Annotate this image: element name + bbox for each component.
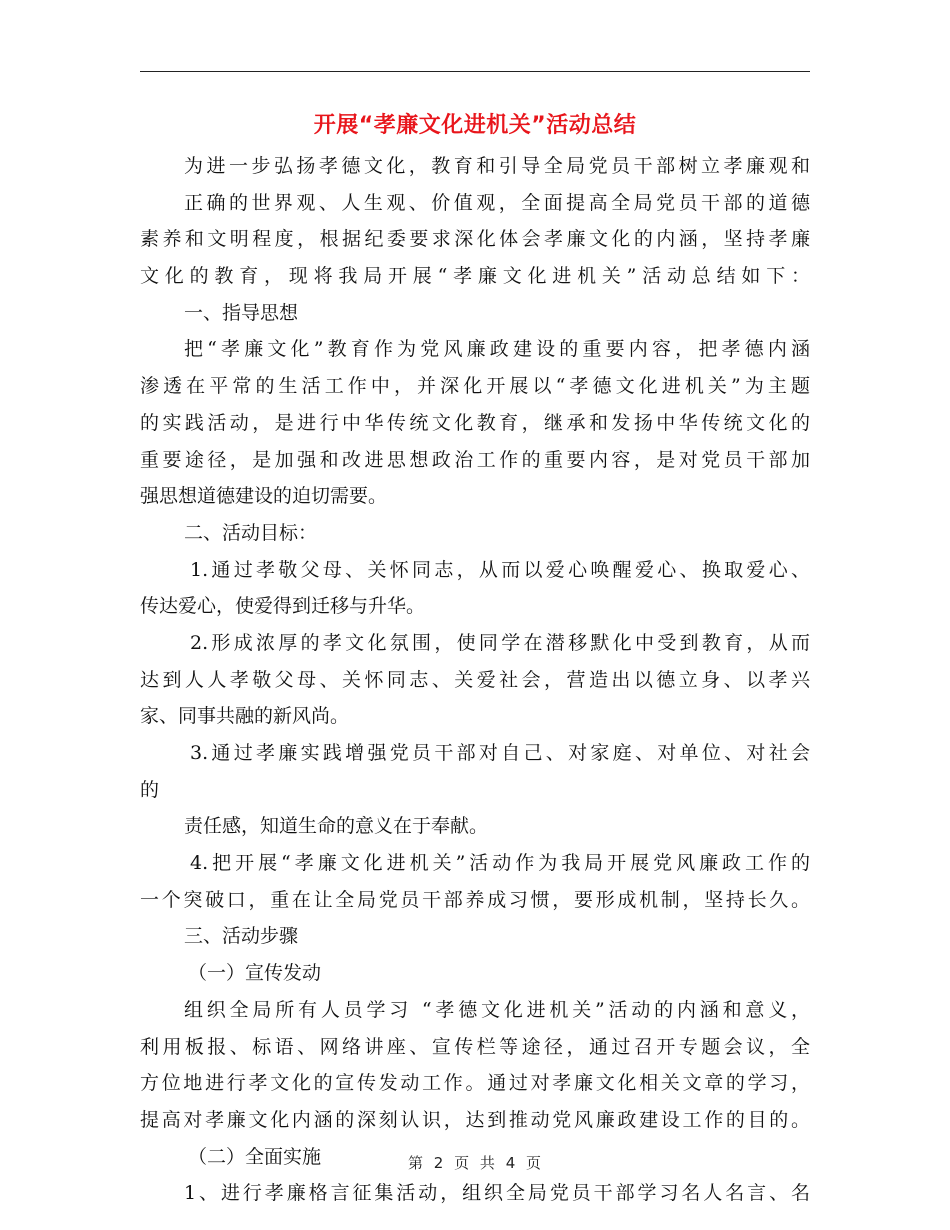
body-line: 1、进行孝廉格言征集活动，组织全局党员干部学习名人名言、名 — [184, 1182, 810, 1205]
body-line: 传达爱心，使爱得到迁移与升华。 — [140, 595, 426, 618]
body-line: 重要途径，是加强和改进思想政治工作的重要内容，是对党员干部加 — [140, 448, 810, 471]
subsection-heading: （一）宣传发动 — [188, 962, 322, 985]
document-title: 开展“孝廉文化进机关”活动总结 — [313, 113, 637, 138]
body-line: 组织全局所有人员学习 “孝德文化进机关”活动的内涵和意义， — [184, 998, 810, 1021]
document-body — [140, 148, 810, 1212]
footer-total-label: 共 — [479, 1154, 496, 1172]
body-line: 为进一步弘扬孝德文化，教育和引导全局党员干部树立孝廉观和 — [184, 155, 810, 177]
body-line: 的 — [140, 778, 160, 801]
body-line: 3.通过孝廉实践增强党员干部对自己、对家庭、对单位、对社会 — [190, 742, 810, 764]
body-line: 文化的教育，现将我局开展“孝廉文化进机关”活动总结如下： — [140, 265, 810, 288]
body-line: 正确的世界观、人生观、价值观，全面提高全局党员干部的道德 — [184, 191, 810, 214]
section-heading: 一、指导思想 — [184, 301, 299, 324]
header-rule — [140, 71, 810, 72]
subsection-heading: （二）全面实施 — [188, 1145, 322, 1168]
page-footer — [140, 1152, 810, 1173]
body-line: 利用板报、标语、网络讲座、宣传栏等途径，通过召开专题会议，全 — [140, 1035, 810, 1058]
body-line: 1.通过孝敬父母、关怀同志，从而以爱心唤醒爱心、换取爱心、 — [190, 558, 810, 581]
section-heading: 二、活动目标： — [184, 521, 318, 544]
body-line: 责任感，知道生命的意义在于奉献。 — [184, 815, 489, 838]
body-line: 素养和文明程度，根据纪委要求深化体会孝廉文化的内涵，坚持孝廉 — [140, 228, 810, 251]
body-line: 家、同事共融的新风尚。 — [140, 705, 350, 728]
footer-total-pages: 4 — [505, 1154, 517, 1172]
body-line: 2.形成浓厚的孝文化氛围，使同学在潜移默化中受到教育，从而 — [190, 631, 810, 654]
body-line: 一个突破口，重在让全局党员干部养成习惯，要形成机制，坚持长久。 — [140, 888, 810, 911]
footer-page-label: 第 — [407, 1154, 424, 1172]
body-line: 达到人人孝敬父母、关怀同志、关爱社会，营造出以德立身、以孝兴 — [140, 668, 810, 691]
footer-page-unit: 页 — [454, 1154, 471, 1172]
body-line: 的实践活动，是进行中华传统文化教育，继承和发扬中华传统文化的 — [140, 411, 810, 434]
body-line: 强思想道德建设的迫切需要。 — [140, 485, 388, 508]
body-line: 提高对孝廉文化内涵的深刻认识，达到推动党风廉政建设工作的目的。 — [140, 1108, 810, 1131]
footer-total-unit: 页 — [526, 1154, 543, 1172]
section-heading: 三、活动步骤 — [184, 925, 299, 948]
body-line: 4.把开展“孝廉文化进机关”活动作为我局开展党风廉政工作的 — [190, 852, 810, 875]
body-line: 把“孝廉文化”教育作为党风廉政建设的重要内容，把孝德内涵 — [184, 338, 810, 361]
body-line: 方位地进行孝文化的宣传发动工作。通过对孝廉文化相关文章的学习， — [140, 1072, 810, 1095]
body-line: 渗透在平常的生活工作中，并深化开展以“孝德文化进机关”为主题 — [140, 375, 810, 398]
footer-current-page: 2 — [433, 1154, 445, 1172]
